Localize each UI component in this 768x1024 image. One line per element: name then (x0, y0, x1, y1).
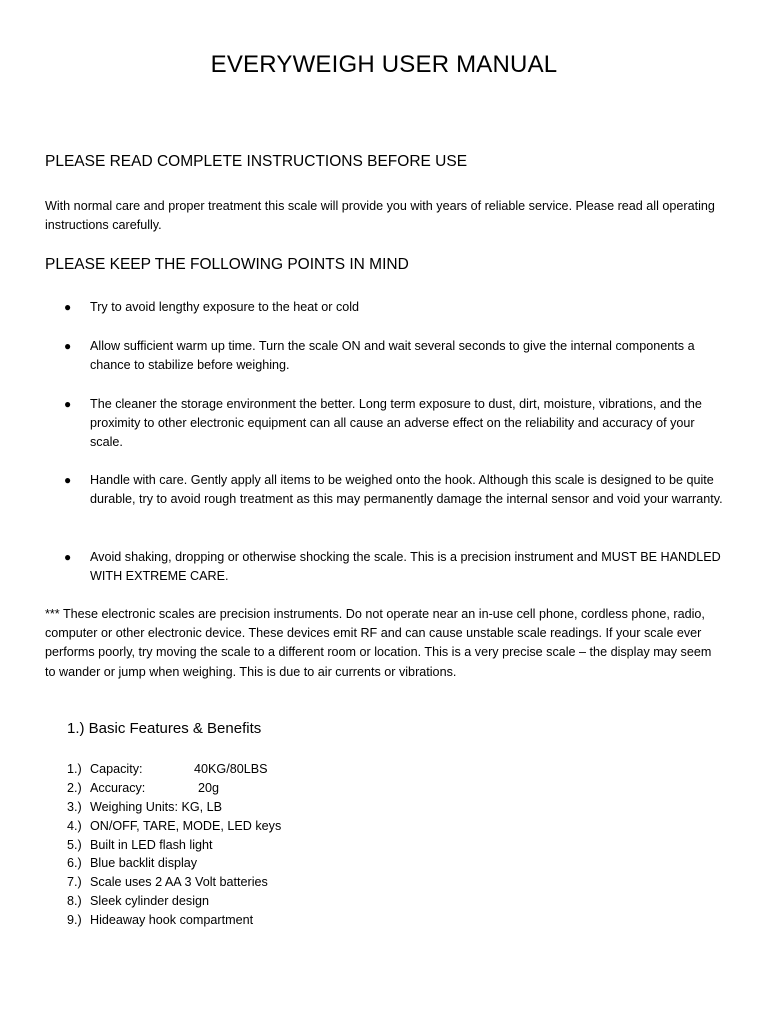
feature-label: Weighing Units: KG, LB (90, 799, 223, 814)
heading-keep-points: PLEASE KEEP THE FOLLOWING POINTS IN MIND (45, 256, 409, 273)
feature-number: 4.) (67, 818, 82, 833)
feature-number: 8.) (67, 894, 82, 909)
list-item (64, 337, 730, 375)
list-item-text: The cleaner the storage environment the better. Long term exposure to dust, dirt, moisture, vibrations, and the proximity to other electronic equipment can all cause an adverse effect on the reliability and accuracy of your scale. (90, 397, 702, 450)
bullet-icon: ● (64, 397, 72, 411)
bullet-icon: ● (64, 339, 72, 353)
list-item-text: Allow sufficient warm up time. Turn the scale ON and wait several seconds to give the internal components a chance to stabilize before weighing. (90, 339, 695, 373)
intro-paragraph: With normal care and proper treatment this scale will provide you with years of reliable service. Please read all operating instructions carefully. (45, 199, 715, 233)
document-title: EVERYWEIGH USER MANUAL (210, 51, 558, 78)
heading-read-instructions: PLEASE READ COMPLETE INSTRUCTIONS BEFORE USE (45, 153, 468, 170)
feature-number: 2.) (67, 780, 82, 795)
feature-label: Sleek cylinder design (90, 894, 210, 909)
feature-label: Accuracy: (90, 780, 146, 795)
feature-label: Scale uses 2 AA 3 Volt batteries (90, 875, 268, 890)
feature-label: Hideaway hook compartment (90, 913, 254, 928)
list-item (64, 471, 730, 509)
feature-number: 5.) (67, 837, 82, 852)
bullet-icon: ● (64, 550, 72, 564)
feature-label: Blue backlit display (90, 856, 198, 871)
feature-label: ON/OFF, TARE, MODE, LED keys (90, 818, 282, 833)
feature-number: 3.) (67, 799, 82, 814)
feature-number: 7.) (67, 875, 82, 890)
list-item (64, 298, 730, 317)
feature-number: 6.) (67, 856, 82, 871)
feature-label: Built in LED flash light (90, 837, 213, 852)
bullet-icon: ● (64, 473, 72, 487)
warning-paragraph: *** These electronic scales are precision instruments. Do not operate near an in-use cell phone, cordless phone, radio, computer or other electronic device. These devices emit RF and can cause unstable scale readings. If your scale ever performs poorly, try moving the scale to a different room or location. This is a very precise scale – the display may seem to wander or jump when weighing. This is due to air currents or vibrations. (45, 607, 712, 679)
list-item-text: Handle with care. Gently apply all items to be weighed onto the hook. Although this scale is designed to be quite durable, try to avoid rough treatment as this may permanently damage the internal sensor and void your warranty. (90, 473, 723, 507)
section-title-features: 1.) Basic Features & Benefits (67, 720, 262, 737)
feature-value: 20g (198, 780, 220, 795)
list-item-text: Avoid shaking, dropping or otherwise shocking the scale. This is a precision instrument and MUST BE HANDLED WITH EXTREME CARE. (90, 550, 721, 584)
feature-label: Capacity: (90, 762, 143, 776)
list-item (64, 395, 730, 453)
list-item-text: Try to avoid lengthy exposure to the heat or cold (90, 300, 360, 314)
feature-number: 9.) (67, 913, 82, 928)
bullet-icon: ● (64, 300, 72, 314)
list-item (64, 548, 730, 586)
feature-value: 40KG/80LBS (194, 762, 268, 776)
feature-number: 1.) (67, 762, 82, 776)
